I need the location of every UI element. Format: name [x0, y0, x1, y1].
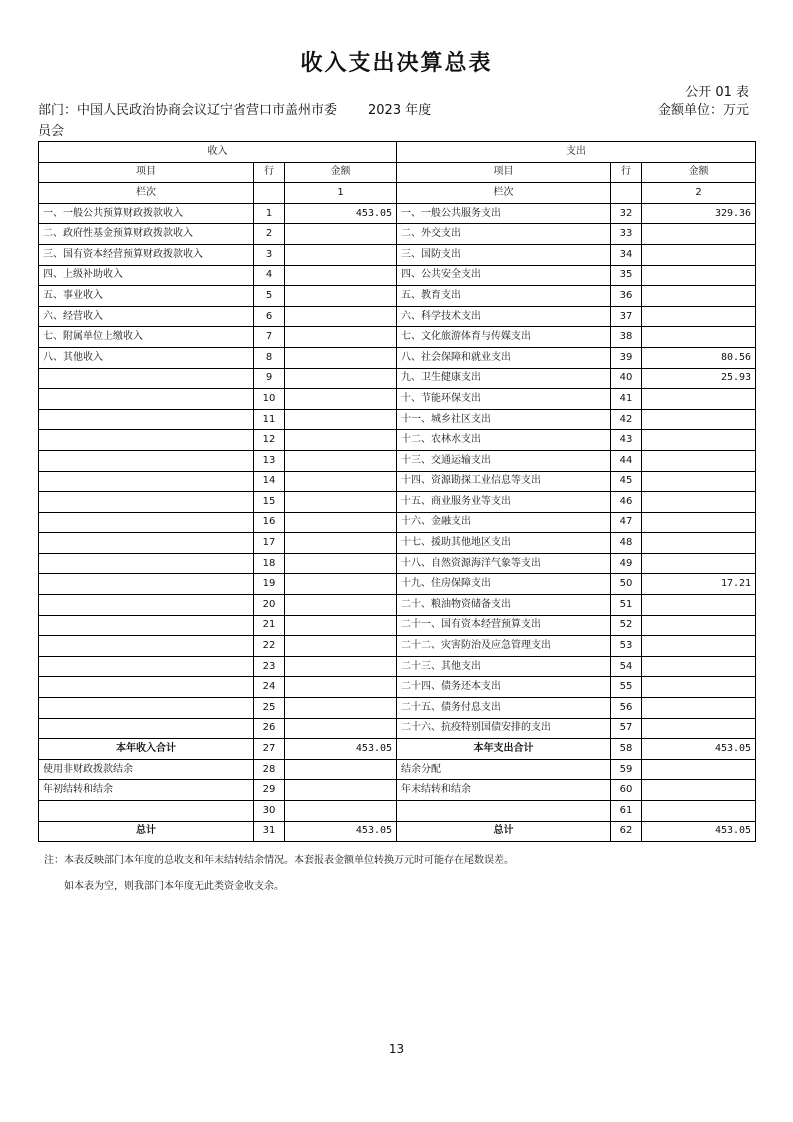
income-item [39, 656, 254, 677]
income-item [39, 389, 254, 410]
income-row-number: 16 [254, 512, 285, 533]
income-row-number: 13 [254, 450, 285, 471]
expense-item: 二、外交支出 [397, 224, 611, 245]
income-row-number: 29 [254, 780, 285, 801]
expense-item: 十二、农林水支出 [397, 430, 611, 451]
expense-amount [642, 327, 756, 348]
expense-amount [642, 450, 756, 471]
expense-row-header: 行 [611, 162, 642, 183]
expense-row-number: 41 [611, 389, 642, 410]
income-row-number: 23 [254, 656, 285, 677]
expense-amount: 329.36 [642, 203, 756, 224]
income-row-number: 20 [254, 595, 285, 616]
income-amount [285, 471, 397, 492]
expense-amount: 453.05 [642, 821, 756, 842]
expense-amount [642, 471, 756, 492]
expense-amount [642, 759, 756, 780]
income-amount [285, 492, 397, 513]
income-amount [285, 698, 397, 719]
expense-row-number: 44 [611, 450, 642, 471]
expense-item: 三、国防支出 [397, 244, 611, 265]
expense-item: 二十三、其他支出 [397, 656, 611, 677]
table-row [39, 430, 756, 451]
expense-column-order: 栏次 [397, 183, 611, 204]
income-row-number: 17 [254, 533, 285, 554]
income-item: 总计 [39, 821, 254, 842]
income-amount [285, 759, 397, 780]
income-row-number: 1 [254, 203, 285, 224]
expense-row-number: 43 [611, 430, 642, 451]
income-amount-header: 金额 [285, 162, 397, 183]
income-item [39, 615, 254, 636]
income-amount [285, 636, 397, 657]
expense-item: 本年支出合计 [397, 739, 611, 760]
expense-amount [642, 698, 756, 719]
expense-item: 五、教育支出 [397, 286, 611, 307]
expense-amount [642, 409, 756, 430]
expense-row-number: 40 [611, 368, 642, 389]
expense-amount [642, 512, 756, 533]
income-row-number: 26 [254, 718, 285, 739]
income-row-number: 10 [254, 389, 285, 410]
income-row-number: 9 [254, 368, 285, 389]
income-row-number: 21 [254, 615, 285, 636]
page-title: 收入支出决算总表 [300, 51, 493, 76]
expense-row-number: 35 [611, 265, 642, 286]
income-row-number: 30 [254, 801, 285, 822]
income-amount [285, 430, 397, 451]
income-row-number: 8 [254, 347, 285, 368]
income-expense-table [38, 141, 756, 842]
expense-row-number: 32 [611, 203, 642, 224]
expense-column-order-row-cell [611, 183, 642, 204]
table-row [39, 265, 756, 286]
table-row [39, 574, 756, 595]
total-row [39, 821, 756, 842]
expense-item: 年末结转和结余 [397, 780, 611, 801]
expense-row-number: 42 [611, 409, 642, 430]
income-amount [285, 327, 397, 348]
expense-row-number: 39 [611, 347, 642, 368]
income-item [39, 368, 254, 389]
expense-row-number: 55 [611, 677, 642, 698]
income-item [39, 430, 254, 451]
table-row [39, 718, 756, 739]
income-row-number: 25 [254, 698, 285, 719]
expense-amount [642, 224, 756, 245]
expense-amount: 453.05 [642, 739, 756, 760]
expense-amount [642, 286, 756, 307]
expense-amount [642, 595, 756, 616]
income-item [39, 450, 254, 471]
income-item: 一、一般公共预算财政拨款收入 [39, 203, 254, 224]
income-item: 七、附属单位上缴收入 [39, 327, 254, 348]
income-amount: 453.05 [285, 739, 397, 760]
income-row-number: 2 [254, 224, 285, 245]
income-amount [285, 595, 397, 616]
expense-row-number: 33 [611, 224, 642, 245]
table-row [39, 759, 756, 780]
fiscal-year: 2023 年度 [368, 103, 432, 118]
expense-item: 十三、交通运输支出 [397, 450, 611, 471]
expense-amount [642, 492, 756, 513]
expense-row-number: 48 [611, 533, 642, 554]
table-row [39, 347, 756, 368]
table-row [39, 553, 756, 574]
table-row [39, 306, 756, 327]
income-item [39, 801, 254, 822]
table-row [39, 203, 756, 224]
empty-table-note: 如本表为空，则我部门本年度无此类资金收支余。 [64, 881, 284, 892]
income-row-number: 18 [254, 553, 285, 574]
expense-row-number: 37 [611, 306, 642, 327]
income-amount [285, 718, 397, 739]
expense-row-number: 46 [611, 492, 642, 513]
income-row-number: 5 [254, 286, 285, 307]
income-amount [285, 677, 397, 698]
expense-item: 二十四、债务还本支出 [397, 677, 611, 698]
expense-amount [642, 656, 756, 677]
income-amount [285, 368, 397, 389]
income-amount [285, 801, 397, 822]
income-item: 八、其他收入 [39, 347, 254, 368]
expense-item-header: 项目 [397, 162, 611, 183]
income-item: 本年收入合计 [39, 739, 254, 760]
income-item: 六、经营收入 [39, 306, 254, 327]
amount-unit: 金额单位：万元 [657, 103, 749, 118]
expense-amount [642, 801, 756, 822]
expense-row-number: 38 [611, 327, 642, 348]
column-order-row [39, 183, 756, 204]
expense-row-number: 53 [611, 636, 642, 657]
expense-row-number: 52 [611, 615, 642, 636]
table-row [39, 244, 756, 265]
income-item [39, 409, 254, 430]
expense-row-number: 58 [611, 739, 642, 760]
column-header-row [39, 162, 756, 183]
income-amount [285, 512, 397, 533]
expense-row-number: 59 [611, 759, 642, 780]
income-section-header: 收入 [39, 142, 397, 163]
expense-item: 二十六、抗疫特别国债安排的支出 [397, 718, 611, 739]
expense-column-index: 2 [642, 183, 756, 204]
subtotal-row [39, 739, 756, 760]
income-amount [285, 286, 397, 307]
table-row [39, 409, 756, 430]
expense-amount [642, 306, 756, 327]
table-row [39, 492, 756, 513]
expense-row-number: 62 [611, 821, 642, 842]
income-item [39, 677, 254, 698]
income-row-header: 行 [254, 162, 285, 183]
income-amount [285, 553, 397, 574]
expense-amount [642, 780, 756, 801]
expense-amount [642, 265, 756, 286]
table-row [39, 224, 756, 245]
expense-row-number: 51 [611, 595, 642, 616]
table-body [39, 142, 756, 842]
expense-item: 结余分配 [397, 759, 611, 780]
expense-item: 二十二、灾害防治及应急管理支出 [397, 636, 611, 657]
income-amount [285, 615, 397, 636]
expense-item: 二十、粮油物资储备支出 [397, 595, 611, 616]
income-amount [285, 780, 397, 801]
income-item: 年初结转和结余 [39, 780, 254, 801]
income-amount [285, 389, 397, 410]
income-amount: 453.05 [285, 821, 397, 842]
expense-item: 十五、商业服务业等支出 [397, 492, 611, 513]
income-row-number: 27 [254, 739, 285, 760]
expense-item: 十一、城乡社区支出 [397, 409, 611, 430]
table-row [39, 327, 756, 348]
income-row-number: 11 [254, 409, 285, 430]
expense-amount [642, 430, 756, 451]
department-label: 部门：中国人民政治协商会议辽宁省营口市盖州市委员会 [38, 103, 338, 139]
expense-row-number: 54 [611, 656, 642, 677]
expense-row-number: 49 [611, 553, 642, 574]
income-row-number: 28 [254, 759, 285, 780]
expense-row-number: 47 [611, 512, 642, 533]
table-row [39, 595, 756, 616]
expense-row-number: 61 [611, 801, 642, 822]
income-amount [285, 533, 397, 554]
table-row [39, 698, 756, 719]
expense-amount [642, 389, 756, 410]
table-row [39, 286, 756, 307]
income-item [39, 718, 254, 739]
table-row [39, 389, 756, 410]
expense-item: 总计 [397, 821, 611, 842]
income-column-order-row-cell [254, 183, 285, 204]
expense-amount: 17.21 [642, 574, 756, 595]
expense-item [397, 801, 611, 822]
income-column-index: 1 [285, 183, 397, 204]
expense-item: 八、社会保障和就业支出 [397, 347, 611, 368]
income-amount [285, 224, 397, 245]
income-row-number: 4 [254, 265, 285, 286]
expense-amount-header: 金额 [642, 162, 756, 183]
expense-row-number: 60 [611, 780, 642, 801]
table-row [39, 636, 756, 657]
income-item-header: 项目 [39, 162, 254, 183]
income-row-number: 24 [254, 677, 285, 698]
income-amount [285, 656, 397, 677]
income-item [39, 636, 254, 657]
income-item [39, 553, 254, 574]
expense-amount [642, 553, 756, 574]
table-row [39, 450, 756, 471]
income-amount [285, 450, 397, 471]
income-row-number: 6 [254, 306, 285, 327]
expense-item: 十、节能环保支出 [397, 389, 611, 410]
expense-row-number: 57 [611, 718, 642, 739]
income-row-number: 7 [254, 327, 285, 348]
income-item: 三、国有资本经营预算财政拨款收入 [39, 244, 254, 265]
expense-amount: 25.93 [642, 368, 756, 389]
income-amount [285, 347, 397, 368]
income-row-number: 12 [254, 430, 285, 451]
expense-item: 十八、自然资源海洋气象等支出 [397, 553, 611, 574]
income-item [39, 512, 254, 533]
section-header-row [39, 142, 756, 163]
expense-section-header: 支出 [397, 142, 756, 163]
expense-row-number: 50 [611, 574, 642, 595]
expense-item: 六、科学技术支出 [397, 306, 611, 327]
expense-amount [642, 636, 756, 657]
expense-item: 二十五、债务付息支出 [397, 698, 611, 719]
income-item [39, 533, 254, 554]
expense-amount: 80.56 [642, 347, 756, 368]
table-row [39, 801, 756, 822]
expense-row-number: 45 [611, 471, 642, 492]
income-item: 二、政府性基金预算财政拨款收入 [39, 224, 254, 245]
income-row-number: 15 [254, 492, 285, 513]
expense-item: 二十一、国有资本经营预算支出 [397, 615, 611, 636]
expense-item: 一、一般公共服务支出 [397, 203, 611, 224]
table-row [39, 656, 756, 677]
table-row [39, 615, 756, 636]
expense-amount [642, 615, 756, 636]
table-row [39, 780, 756, 801]
income-item: 四、上级补助收入 [39, 265, 254, 286]
income-item: 使用非财政拨款结余 [39, 759, 254, 780]
expense-amount [642, 533, 756, 554]
page-number: 13 [388, 1042, 405, 1056]
income-amount: 453.05 [285, 203, 397, 224]
income-item [39, 471, 254, 492]
expense-row-number: 34 [611, 244, 642, 265]
income-item [39, 698, 254, 719]
income-amount [285, 409, 397, 430]
expense-amount [642, 244, 756, 265]
income-row-number: 22 [254, 636, 285, 657]
expense-item: 四、公共安全支出 [397, 265, 611, 286]
income-amount [285, 574, 397, 595]
expense-row-number: 36 [611, 286, 642, 307]
income-item [39, 595, 254, 616]
income-item [39, 492, 254, 513]
table-footnote: 注：本表反映部门本年度的总收支和年末结转结余情况。本套报表金额单位转换万元时可能存在尾数误差。 [44, 855, 514, 866]
income-row-number: 31 [254, 821, 285, 842]
income-amount [285, 265, 397, 286]
table-row [39, 471, 756, 492]
form-number: 公开 01 表 [685, 85, 749, 100]
expense-item: 十四、资源勘探工业信息等支出 [397, 471, 611, 492]
table-row [39, 512, 756, 533]
expense-item: 九、卫生健康支出 [397, 368, 611, 389]
income-row-number: 3 [254, 244, 285, 265]
table-row [39, 677, 756, 698]
expense-item: 十六、金融支出 [397, 512, 611, 533]
table-row [39, 533, 756, 554]
income-item: 五、事业收入 [39, 286, 254, 307]
expense-amount [642, 718, 756, 739]
expense-item: 十七、援助其他地区支出 [397, 533, 611, 554]
expense-item: 七、文化旅游体育与传媒支出 [397, 327, 611, 348]
expense-row-number: 56 [611, 698, 642, 719]
income-row-number: 19 [254, 574, 285, 595]
income-row-number: 14 [254, 471, 285, 492]
income-amount [285, 244, 397, 265]
income-item [39, 574, 254, 595]
expense-item: 十九、住房保障支出 [397, 574, 611, 595]
income-column-order: 栏次 [39, 183, 254, 204]
income-amount [285, 306, 397, 327]
table-row [39, 368, 756, 389]
expense-amount [642, 677, 756, 698]
